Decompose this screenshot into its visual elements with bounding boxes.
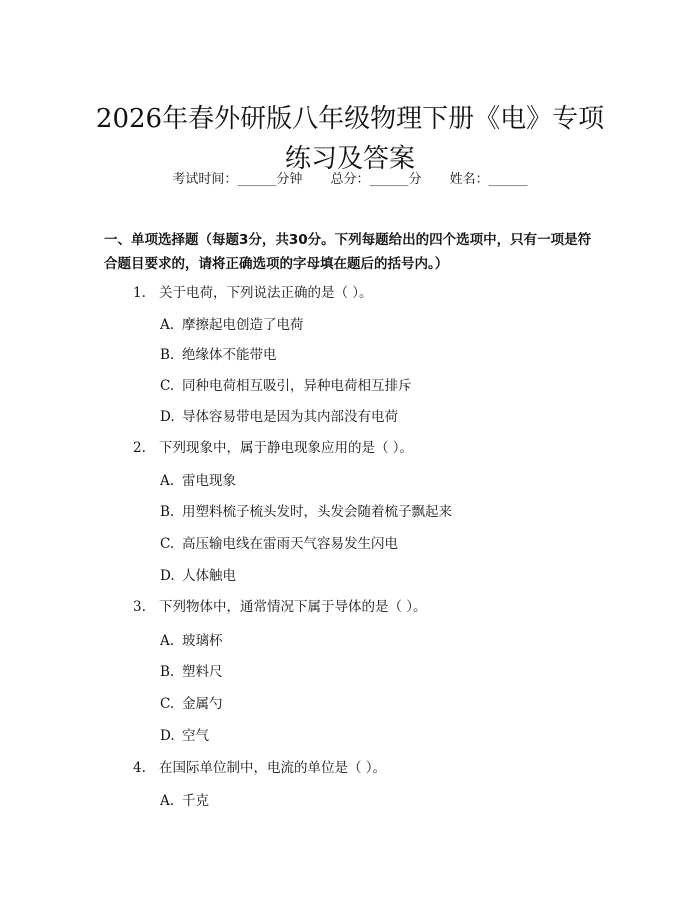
- option-1d: [160, 407, 398, 427]
- option-text: 人体触电: [182, 568, 236, 584]
- option-3a: [160, 631, 223, 651]
- option-letter: D.: [160, 568, 175, 584]
- question-text: 下列现象中，属于静电现象应用的是（ ）。: [159, 440, 414, 456]
- option-letter: A.: [160, 473, 175, 489]
- option-text: 玻璃杯: [182, 633, 223, 649]
- option-text: 金属勺: [182, 696, 223, 712]
- option-letter: C.: [160, 536, 175, 552]
- option-letter: B.: [160, 504, 175, 520]
- option-letter: D.: [160, 409, 175, 425]
- option-letter: C.: [160, 696, 175, 712]
- student-name: 姓名：______: [449, 172, 528, 187]
- question-3: [133, 597, 427, 617]
- option-letter: A.: [160, 317, 175, 333]
- option-3c: [160, 694, 223, 714]
- option-text: 导体容易带电是因为其内部没有电荷: [182, 409, 398, 425]
- option-text: 空气: [182, 728, 209, 744]
- option-1b: [160, 345, 277, 365]
- option-4a: [160, 791, 209, 811]
- option-letter: B.: [160, 664, 175, 680]
- exam-time: 考试时间：______分钟: [172, 172, 303, 187]
- exam-meta: [0, 168, 700, 187]
- option-1a: [160, 315, 304, 335]
- option-letter: C.: [160, 378, 175, 394]
- total-score: 总分：______分: [330, 172, 422, 187]
- question-number: 1.: [133, 285, 146, 301]
- option-2b: [160, 502, 452, 522]
- option-text: 千克: [182, 793, 209, 809]
- option-2c: [160, 534, 398, 554]
- option-letter: A.: [160, 633, 175, 649]
- option-text: 雷电现象: [182, 473, 236, 489]
- option-text: 用塑料梳子梳头发时，头发会随着梳子飘起来: [182, 504, 452, 520]
- option-letter: D.: [160, 728, 175, 744]
- option-text: 高压输电线在雷雨天气容易发生闪电: [182, 536, 398, 552]
- question-number: 4.: [133, 760, 146, 776]
- option-text: 同种电荷相互吸引，异种电荷相互排斥: [182, 378, 412, 394]
- question-2: [133, 438, 413, 458]
- section-heading: 一、单项选择题（每题3分，共30分。下列每题给出的四个选项中，只有一项是符合题目要求的，请将正确选项的字母填在题后的括号内。）: [104, 232, 592, 272]
- option-text: 塑料尺: [182, 664, 223, 680]
- option-2a: [160, 471, 236, 491]
- title-line-1: 2026年春外研版八年级物理下册《电》专项: [95, 104, 605, 135]
- title-line-2: 练习及答案: [284, 144, 415, 175]
- option-2d: [160, 566, 236, 586]
- option-text: 绝缘体不能带电: [182, 347, 277, 363]
- option-letter: B.: [160, 347, 175, 363]
- question-1: [133, 283, 373, 303]
- question-number: 3.: [133, 599, 146, 615]
- question-text: 在国际单位制中，电流的单位是（ ）。: [159, 760, 387, 776]
- option-3b: [160, 662, 223, 682]
- option-1c: [160, 376, 412, 396]
- question-4: [133, 758, 386, 778]
- option-letter: A.: [160, 793, 175, 809]
- option-3d: [160, 726, 209, 746]
- question-text: 下列物体中，通常情况下属于导体的是（ ）。: [159, 599, 427, 615]
- option-text: 摩擦起电创造了电荷: [182, 317, 304, 333]
- question-text: 关于电荷，下列说法正确的是（ ）。: [159, 285, 373, 301]
- question-number: 2.: [133, 440, 146, 456]
